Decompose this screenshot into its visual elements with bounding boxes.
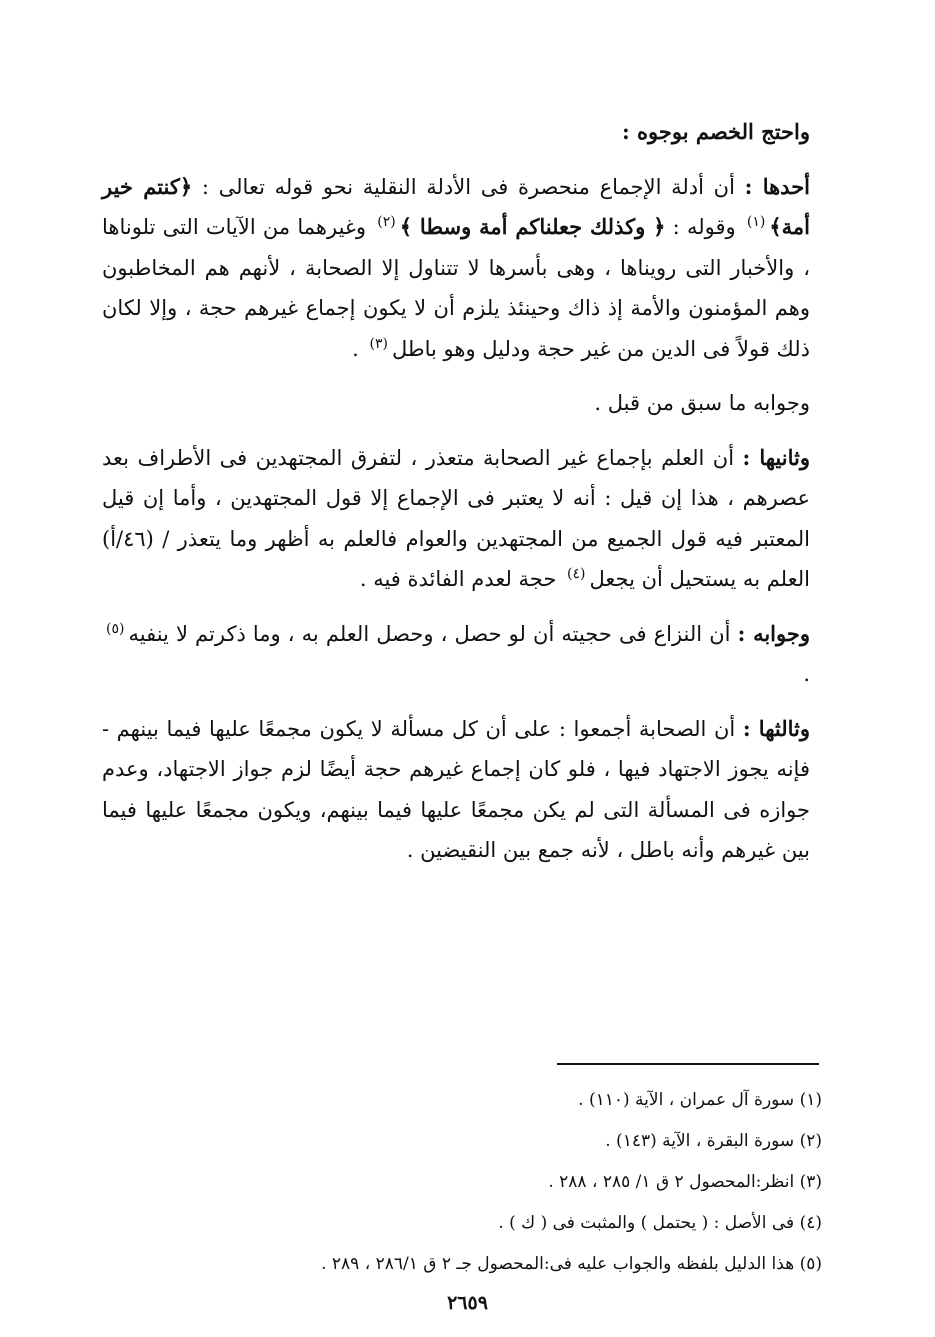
answer-first: وجوابه ما سبق من قبل . [594,391,810,415]
footnote-2: (٢) سورة البقرة ، الآية (١٤٣) . [605,1131,822,1151]
main-text [102,112,832,871]
argument-third-lead: وثالثها : [742,715,810,741]
argument-second-lead: وثانيها : [742,444,810,470]
footnote-marker: (١) [746,214,766,230]
footnotes [122,1080,822,1285]
argument-first: أحدها : أن أدلة الإجماع منحصرة فى الأدلة النقلية نحو قوله تعالى : ﴿كنتم خير أمة﴾$^{(١)}$ وقوله : ﴿ وكذلك جعلناكم أمة وسطا ﴾$^{(٢)}$ وغيرهما من الآيات التى تلوناها ، والأخبار التى رويناها ، وهى بأسرها لا تتناول إلا الصحابة ، لأنهم هم المخاطبون وهم المؤمنون والأمة إذ ذاك وحينئذ يلزم أن لا يكون إجماع غيرهم حجة ، وإلا لكان ذلك قولاً فى الدين من غير حجة ودليل وهو باطل$^{(٣)}$ . [102,173,811,361]
footnote-5: (٥) هذا الدليل بلفظه والجواب عليه فى:المحصول جـ ٢ ق ٢٨٦/١ ، ٢٨٩ . [321,1254,822,1274]
quran-verse: ﴿كنتم خير أمة﴾ [102,173,811,239]
footnote-marker: (٤) [567,566,586,582]
footnote-divider [557,1063,819,1065]
answer-second-lead: وجوابه : [737,620,810,646]
footnote-marker: (٢) [377,214,396,230]
argument-third: وثالثها : أن الصحابة أجمعوا : على أن كل مسألة لا يكون مجمعًا عليها فيما بينهم - فإنه يجوز الاجتهاد فيها ، فلو كان إجماع غيرهم حجة أيضًا لزم جواز الاجتهاد، وعدم جوازه فى المسألة التى لم يكن مجمعًا عليها فيما بينهم، ويكون مجمعًا عليها فيما بين غيرهم وأنه باطل ، لأنه جمع بين النقيضين . [102,715,810,862]
section-heading: واحتج الخصم بوجوه : [621,119,810,144]
page-number: ٢٦٥٩ [447,1292,488,1314]
footnote-3: (٣) انظر:المحصول ٢ ق ١/ ٢٨٥ ، ٢٨٨ . [548,1172,822,1192]
footnote-marker: (٥) [106,620,125,637]
answer-second: وجوابه : أن النزاع فى حجيته أن لو حصل ، وحصل العلم به ، وما ذكرتم لا ينفيه$^{(٥)}$ . [106,620,810,686]
quran-verse: ﴿ وكذلك جعلناكم أمة وسطا ﴾ [399,214,666,239]
argument-first-lead: أحدها : [744,173,811,199]
argument-second: وثانيها : أن العلم بإجماع غير الصحابة متعذر ، لتفرق المجتهدين فى الأطراف بعد عصرهم ، هذا إن قيل : أنه لا يعتبر فى الإجماع إلا قول المجتهدين ، وأما إن قيل المعتبر فيه قول الجميع من المجتهدين والعوام فالعلم به أظهر وما يتعذر / (٤٦/أ) العلم به يستحيل أن يجعل$^{(٤)}$ حجة لعدم الفائدة فيه . [102,444,810,591]
footnote-4: (٤) فى الأصل : ( يحتمل ) والمثبت فى ( ك ) . [498,1213,822,1233]
footnote-1: (١) سورة آل عمران ، الآية (١١٠) . [578,1090,822,1110]
footnote-marker: (٣) [369,335,388,352]
